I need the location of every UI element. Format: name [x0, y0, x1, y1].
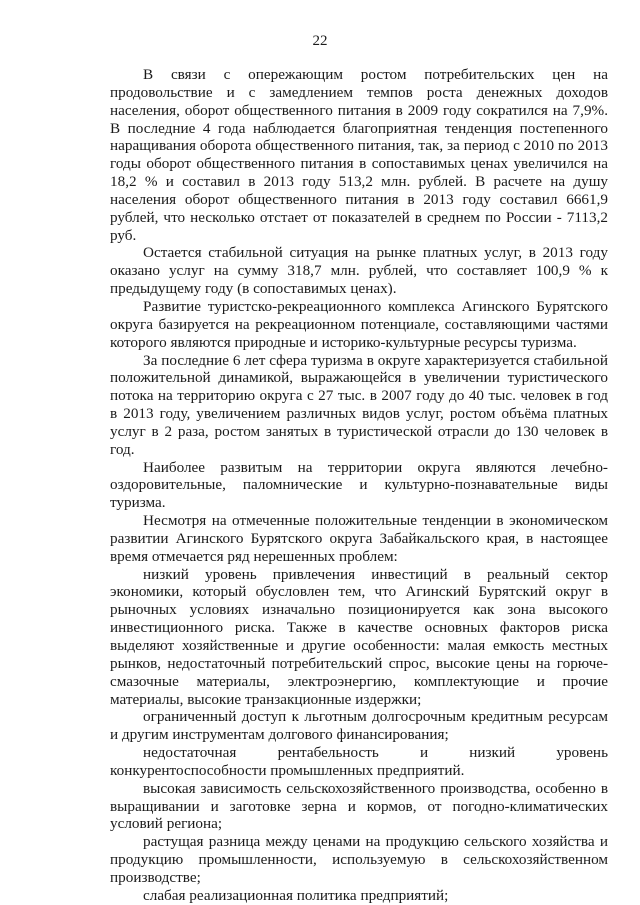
list-item-price-gap: растущая разница между ценами на продукцию сельского хозяйства и продукцию промышленности, используемую в сельскохозяйственном производстве;: [110, 833, 608, 886]
paragraph-paid-services: Остается стабильной ситуация на рынке платных услуг, в 2013 году оказано услуг на сумму 318,7 млн. рублей, что составляет 100,9 % к предыдущему году (в сопоставимых ценах).: [110, 244, 608, 298]
paragraph-tourism-dynamics: За последние 6 лет сфера туризма в округе характеризуется стабильной положительной динамикой, выражающейся в увеличении туристического потока на территорию округа с 27 тыс. в 2007 году до 40 тыс. человек в год в 2013 году, увеличением различных видов услуг, ростом объёма платных услуг в 2 раза, ростом занятых в туристической отрасли до 130 человек в год.: [110, 351, 608, 458]
paragraph-problems-intro: Несмотря на отмеченные положительные тенденции в экономическом развитии Агинского Бурятского округа Забайкальского края, в настоящее время отмечается ряд нерешенных проблем:: [110, 512, 608, 565]
paragraph-tourism-complex: Развитие туристско-рекреационного комплекса Агинского Бурятского округа базируется на рекреационном потенциале, составляющими частями которого являются природные и историко-культурные ресурсы туризма.: [110, 297, 608, 351]
list-item-profitability: недостаточная рентабельность и низкий уровень конкурентоспособности промышленных предприятий.: [110, 744, 608, 779]
paragraph-tourism-types: Наиболее развитым на территории округа являются лечебно-оздоровительные, паломнические и культурно-познавательные виды туризма.: [110, 458, 608, 512]
list-item-credit-access: ограниченный доступ к льготным долгосрочным кредитным ресурсам и другим инструментам долгового финансирования;: [110, 708, 608, 744]
document-body: [110, 66, 608, 905]
paragraph-catering-turnover: В связи с опережающим ростом потребительских цен на продовольствие и с замедлением темпов роста денежных доходов населения, оборот общественного питания в 2009 году сократился на 7,9%. В последние 4 года наблюдается благоприятная тенденция постепенного наращивания оборота общественного питания, так, за период с 2010 по 2013 годы оборот общественного питания в сопоставимых ценах увеличился на 18,2 % и составил в 2013 году 513,2 млн. рублей. В расчете на душу населения оборот общественного питания в 2013 году составил 6661,9 рублей, что несколько отстает от показателей в среднем по России - 7113,2 руб.: [110, 66, 608, 244]
page-number: 22: [312, 33, 328, 49]
list-item-agriculture-dependence: высокая зависимость сельскохозяйственного производства, особенно в выращивании и заготовке зерна и кормов, от погодно-климатических условий региона;: [110, 779, 608, 833]
list-item-investment: низкий уровень привлечения инвестиций в реальный сектор экономики, который обусловлен тем, что Агинский Бурятский округ в рыночных условиях изначально позиционируется как зона высокого инвестиционного риска. Также в качестве основных факторов риска выделяют хозяйственные и другие особенности: малая емкость местных рынков, недостаточный потребительский спрос, высокие цены на горюче-смазочные материалы, электроэнергию, комплектующие и прочие материалы, высокие транзакционные издержки;: [110, 565, 608, 708]
list-item-sales-policy: слабая реализационная политика предприятий;: [143, 886, 449, 904]
